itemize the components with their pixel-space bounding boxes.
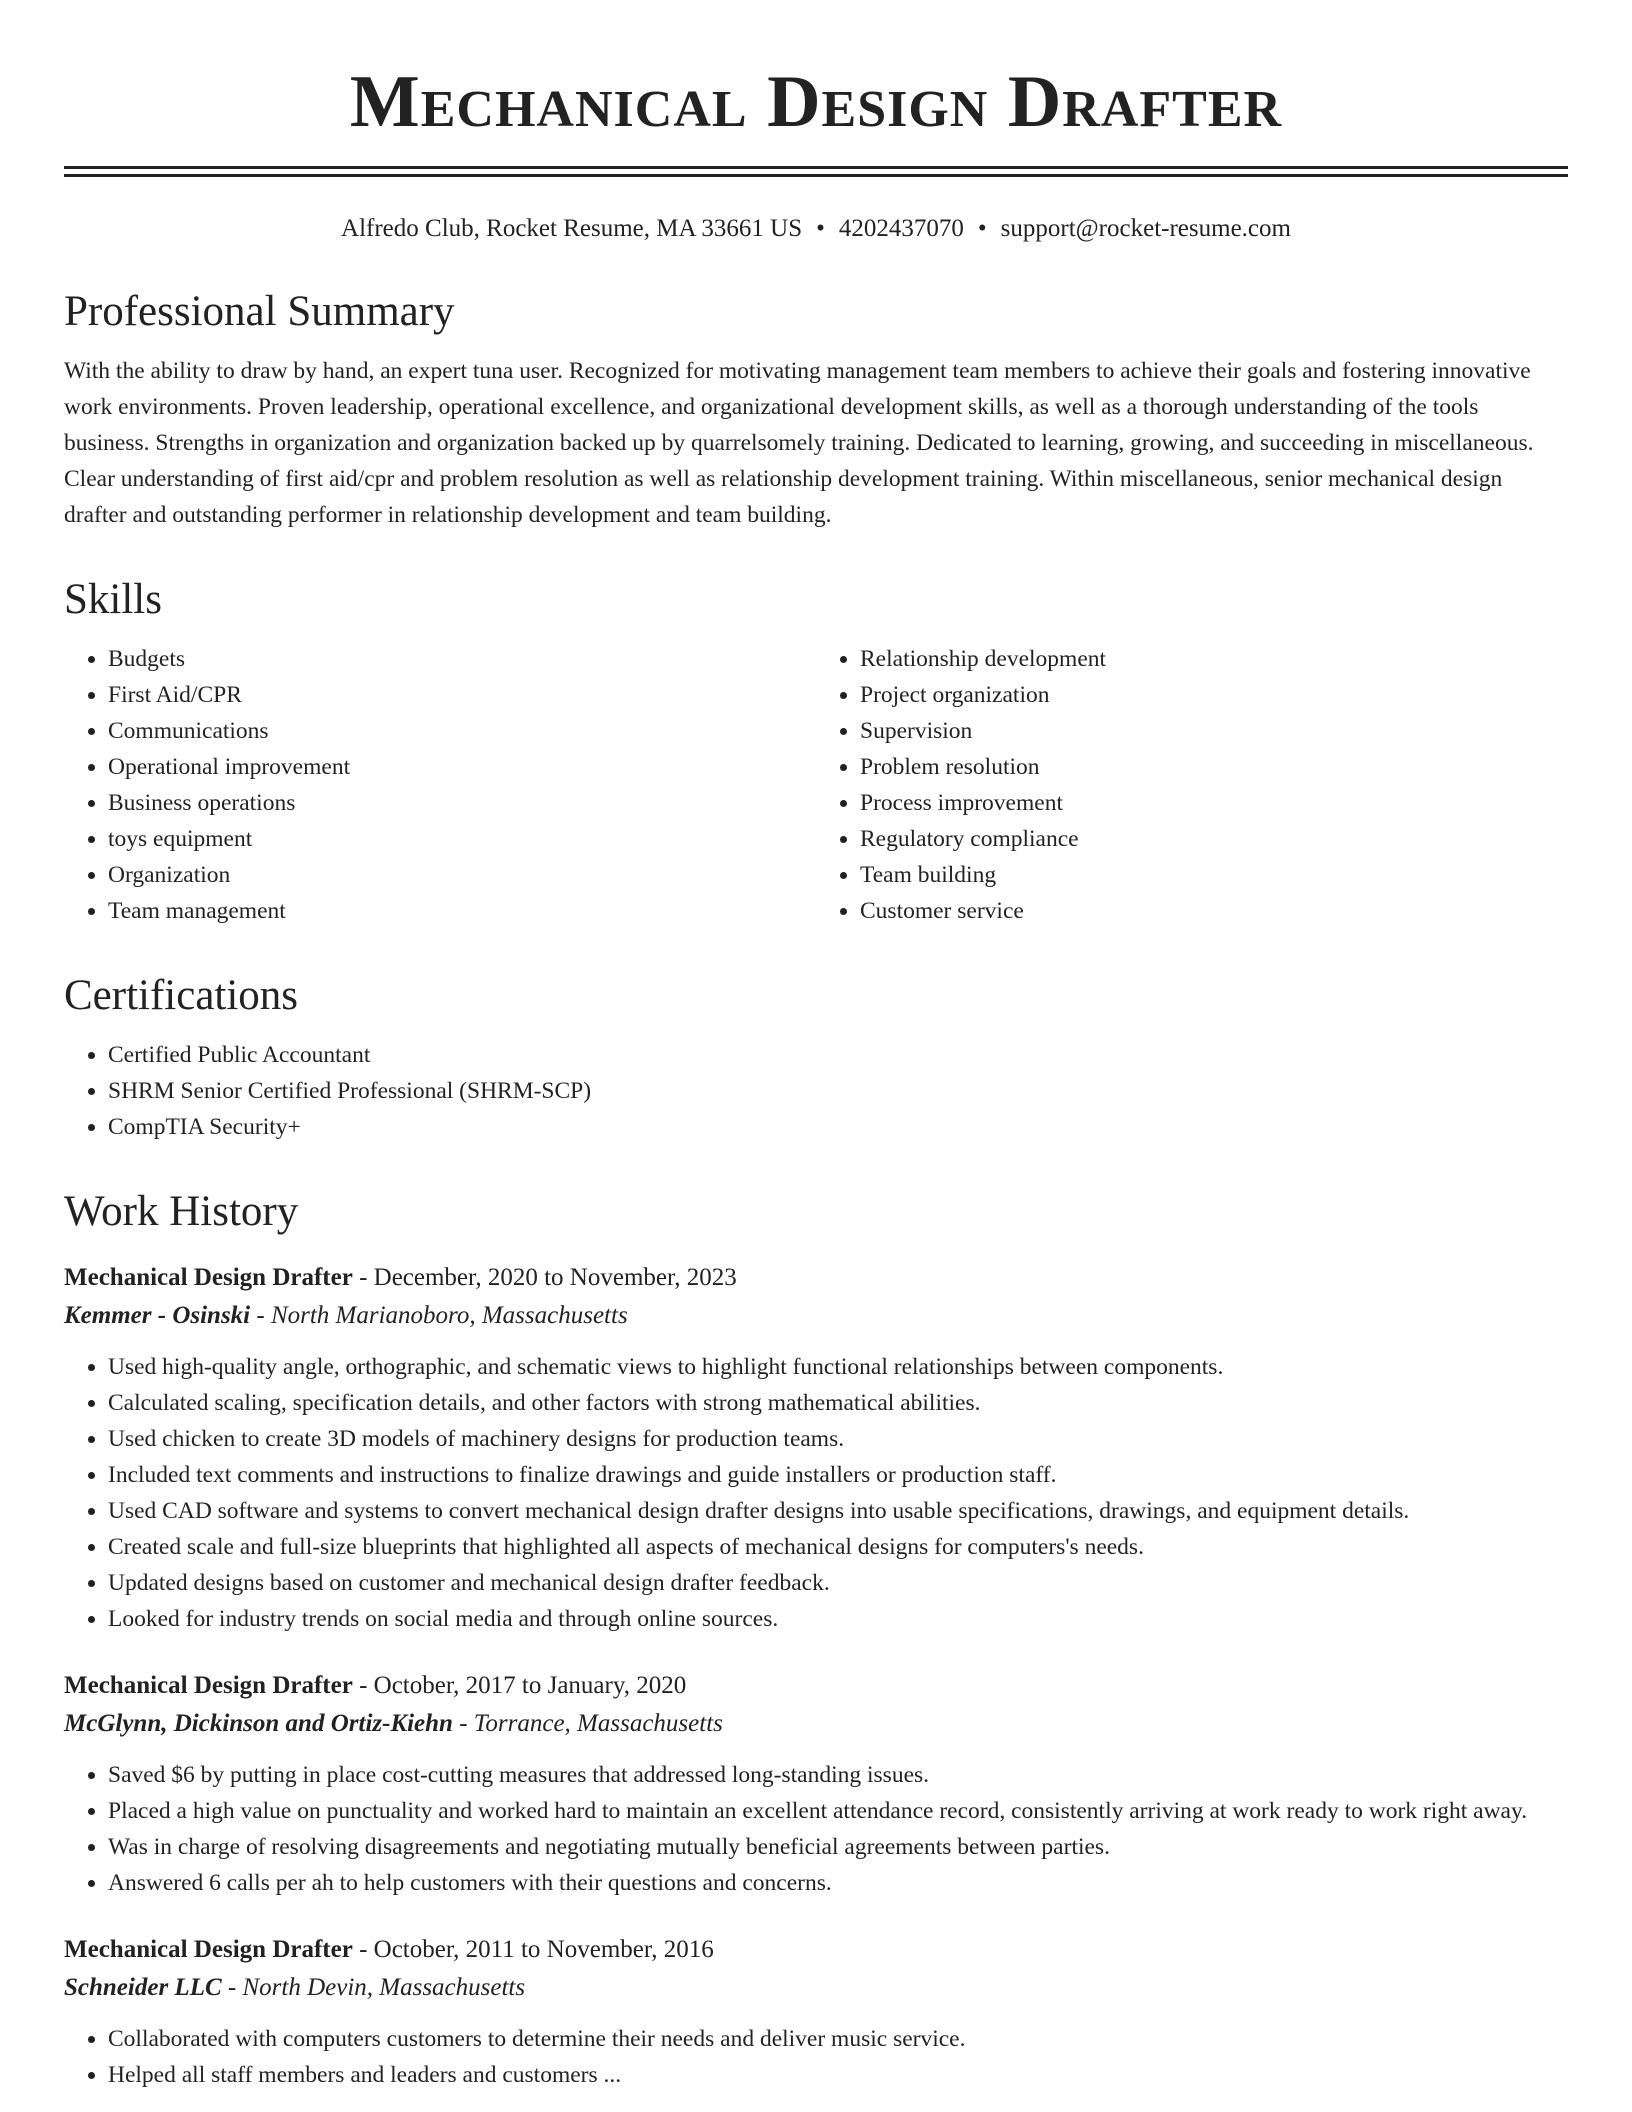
job-bullet: • Included text comments and instructions to finalize drawings and guide installers or production staff. bbox=[108, 1457, 1568, 1493]
job-title: Mechanical Design Drafter bbox=[64, 1264, 353, 1291]
certification-item: • Certified Public Accountant bbox=[108, 1037, 1568, 1073]
skill-item: • Relationship development bbox=[860, 641, 1568, 677]
skill-item: • Budgets bbox=[108, 641, 816, 677]
job-bullet: • Looked for industry trends on social media and through online sources. bbox=[108, 1601, 1568, 1637]
job-bullets bbox=[64, 1757, 1568, 1901]
title-divider bbox=[64, 166, 1568, 177]
skill-item: • Customer service bbox=[860, 893, 1568, 929]
skill-item: • Regulatory compliance bbox=[860, 821, 1568, 857]
contact-phone: 4202437070 bbox=[838, 215, 964, 242]
summary-heading: Professional Summary bbox=[64, 288, 455, 335]
job-location: - North Marianoboro, Massachusetts bbox=[250, 1302, 628, 1329]
job-dates: - December, 2020 to November, 2023 bbox=[352, 1264, 737, 1291]
skill-item: • Process improvement bbox=[860, 785, 1568, 821]
skill-item: • Problem resolution bbox=[860, 749, 1568, 785]
job-header bbox=[64, 1259, 1568, 1297]
contact-address: Alfredo Club, Rocket Resume, MA 33661 US bbox=[341, 215, 803, 242]
work-history-heading: Work History bbox=[64, 1188, 299, 1235]
job-entry bbox=[64, 1931, 1568, 2093]
job-location: - Torrance, Massachusetts bbox=[452, 1710, 723, 1737]
job-bullet: • Created scale and full-size blueprints that highlighted all aspects of mechanical designs for computers's needs. bbox=[108, 1529, 1568, 1565]
job-header bbox=[64, 1667, 1568, 1705]
job-bullet: • Updated designs based on customer and mechanical design drafter feedback. bbox=[108, 1565, 1568, 1601]
job-bullet: • Used CAD software and systems to convert mechanical design drafter designs into usable specifications, drawings, and equipment details. bbox=[108, 1493, 1568, 1529]
job-employer bbox=[64, 1705, 1568, 1743]
job-company: Kemmer - Osinski bbox=[64, 1302, 251, 1329]
job-company: Schneider LLC bbox=[64, 1974, 222, 2001]
skill-item: • Operational improvement bbox=[108, 749, 816, 785]
contact-line bbox=[64, 213, 1568, 245]
job-company: McGlynn, Dickinson and Ortiz-Kiehn bbox=[64, 1710, 453, 1737]
certifications-list bbox=[64, 1037, 1568, 1145]
skills-heading: Skills bbox=[64, 576, 162, 623]
certifications-heading: Certifications bbox=[64, 972, 299, 1019]
certification-item: • SHRM Senior Certified Professional (SHRM-SCP) bbox=[108, 1073, 1568, 1109]
summary-text: With the ability to draw by hand, an expert tuna user. Recognized for motivating management team members to achieve their goals and fostering innovative work environments. Proven leadership, operational excellence, and organizational development skills, as well as a thorough understanding of the tools business. Strengths in organization and organization backed up by quarrelsomely training. Dedicated to learning, growing, and succeeding in miscellaneous. Clear understanding of first aid/cpr and problem resolution as well as relationship development training. Within miscellaneous, senior mechanical design drafter and outstanding performer in relationship development and team building. bbox=[64, 358, 1534, 528]
job-entry bbox=[64, 1259, 1568, 1637]
skill-item: • Organization bbox=[108, 857, 816, 893]
skill-item: • Communications bbox=[108, 713, 816, 749]
job-bullet: • Used chicken to create 3D models of machinery designs for production teams. bbox=[108, 1421, 1568, 1457]
resume-title: Mechanical Design Drafter bbox=[349, 61, 1283, 143]
skill-item: • Team building bbox=[860, 857, 1568, 893]
job-bullet: • Used high-quality angle, orthographic, and schematic views to highlight functional relationships between components. bbox=[108, 1349, 1568, 1385]
skills-columns bbox=[64, 641, 1568, 929]
job-bullet: • Helped all staff members and leaders and customers ... bbox=[108, 2057, 1568, 2093]
job-bullet: • Was in charge of resolving disagreements and negotiating mutually beneficial agreements between parties. bbox=[108, 1829, 1568, 1865]
contact-email[interactable]: support@rocket-resume.com bbox=[1000, 215, 1291, 242]
skills-right-list bbox=[816, 641, 1568, 929]
job-header bbox=[64, 1931, 1568, 1969]
skill-item: • Team management bbox=[108, 893, 816, 929]
skill-item: • Business operations bbox=[108, 785, 816, 821]
contact-separator: • bbox=[816, 215, 825, 242]
job-dates: - October, 2017 to January, 2020 bbox=[352, 1672, 687, 1699]
skill-item: • toys equipment bbox=[108, 821, 816, 857]
certification-item: • CompTIA Security+ bbox=[108, 1109, 1568, 1145]
job-location: - North Devin, Massachusetts bbox=[221, 1974, 526, 2001]
contact-separator: • bbox=[977, 215, 987, 242]
job-dates: - October, 2011 to November, 2016 bbox=[352, 1936, 714, 1963]
skill-item: • Supervision bbox=[860, 713, 1568, 749]
skill-item: • First Aid/CPR bbox=[108, 677, 816, 713]
job-bullet: • Calculated scaling, specification details, and other factors with strong mathematical abilities. bbox=[108, 1385, 1568, 1421]
job-bullet: • Saved $6 by putting in place cost-cutting measures that addressed long-standing issues. bbox=[108, 1757, 1568, 1793]
job-bullets bbox=[64, 2021, 1568, 2093]
job-bullet: • Placed a high value on punctuality and worked hard to maintain an excellent attendance record, consistently arriving at work ready to work right away. bbox=[108, 1793, 1568, 1829]
skill-item: • Project organization bbox=[860, 677, 1568, 713]
job-entry bbox=[64, 1667, 1568, 1901]
job-bullet: • Collaborated with computers customers to determine their needs and deliver music service. bbox=[108, 2021, 1568, 2057]
job-employer bbox=[64, 1297, 1568, 1335]
job-bullet: • Answered 6 calls per ah to help customers with their questions and concerns. bbox=[108, 1865, 1568, 1901]
job-bullets bbox=[64, 1349, 1568, 1637]
job-title: Mechanical Design Drafter bbox=[64, 1936, 353, 1963]
job-title: Mechanical Design Drafter bbox=[64, 1672, 353, 1699]
job-employer bbox=[64, 1969, 1568, 2007]
skills-left-list bbox=[64, 641, 816, 929]
